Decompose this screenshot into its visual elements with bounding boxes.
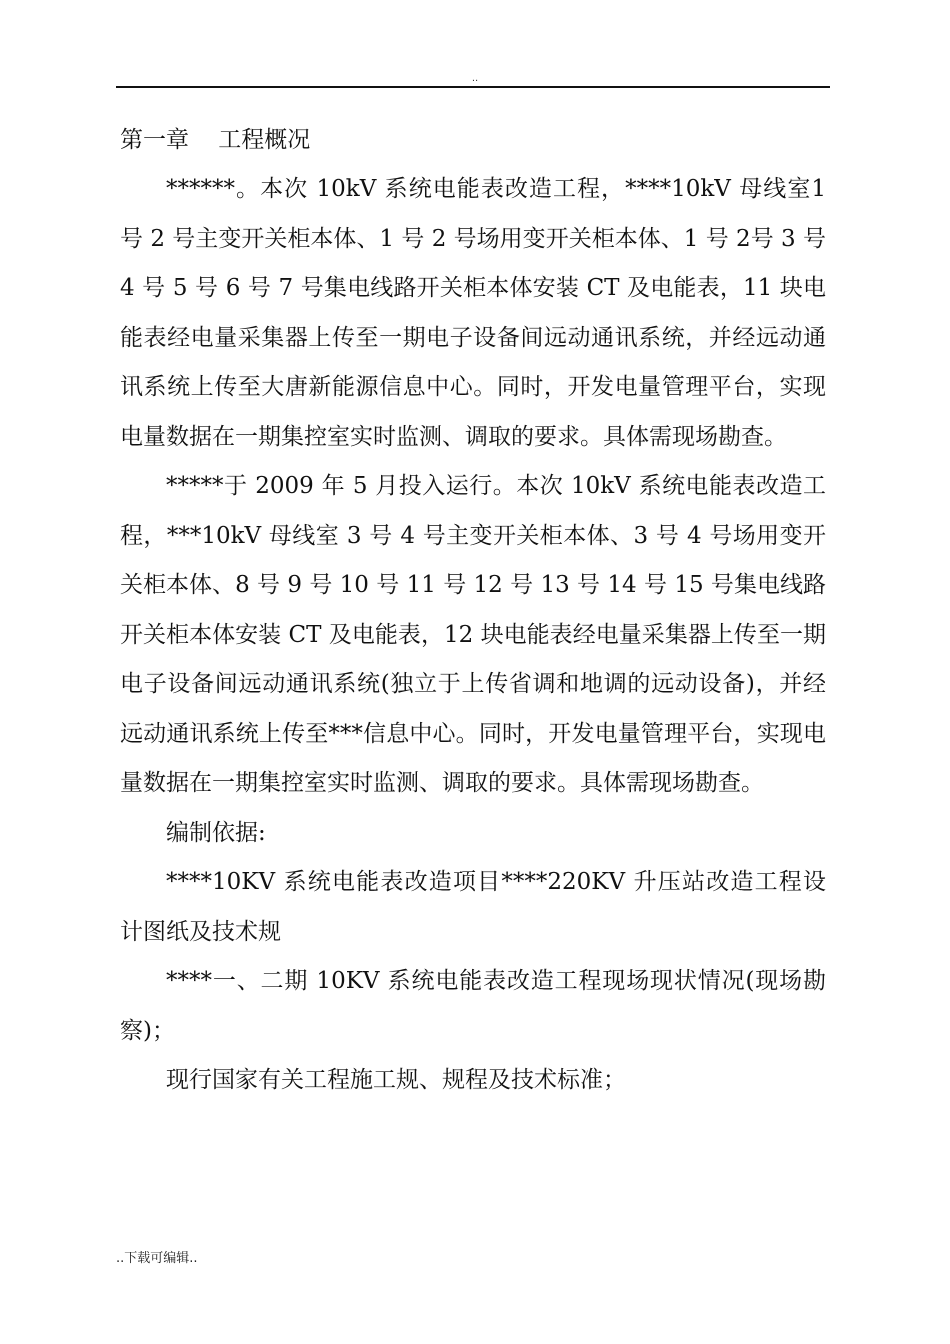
paragraph-project-overview-1: ******。本次 10kV 系统电能表改造工程，****10kV 母线室1 号 2 号主变开关柜本体、1 号 2 号场用变开关柜本体、1 号 2号 3 号 4 号 5 号 6 号 7 号集电线路开关柜本体安装 CT 及电能表，11 块电能表经电量采集器上传至一期电子设备间远动通讯系统，并经远动通讯系统上传至大唐新能源信息中心。同时，开发电量管理平台，实现电量数据在一期集控室实时监测、调取的要求。具体需现场勘查。 [120, 176, 826, 450]
paragraph-basis-item-2: ****一、二期 10KV 系统电能表改造工程现场现状情况(现场勘察)； [120, 968, 826, 1044]
header-rule [116, 86, 830, 88]
footer-mark: ..下载可编辑.. [116, 1251, 198, 1266]
chapter-title: 第一章 工程概况 [120, 127, 311, 153]
paragraph-project-overview-2: *****于 2009 年 5 月投入运行。本次 10kV 系统电能表改造工程，***10kV 母线室 3 号 4 号主变开关柜本体、3 号 4 号场用变开关柜本体、8 号 9 号 10 号 11 号 12 号 13 号 14 号 15 号集电线路开关柜本体安装 CT 及电能表，12 块电能表经电量采集器上传至一期电子设备间远动通讯系统(独立于上传省调和地调的远动设备)，并经远动通讯系统上传至***信息中心。同时，开发电量管理平台，实现电量数据在一期集控室实时监测、调取的要求。具体需现场勘查。 [120, 473, 826, 796]
paragraph-basis-heading: 编制依据: [166, 819, 266, 846]
paragraph-basis-item-1: ****10KV 系统电能表改造项目****220KV 升压站改造工程设计图纸及技术规 [120, 869, 826, 945]
header-mark: .. [471, 73, 479, 84]
paragraph-basis-item-3: 现行国家有关工程施工规、规程及技术标准； [166, 1067, 626, 1093]
document-body [120, 116, 826, 1106]
